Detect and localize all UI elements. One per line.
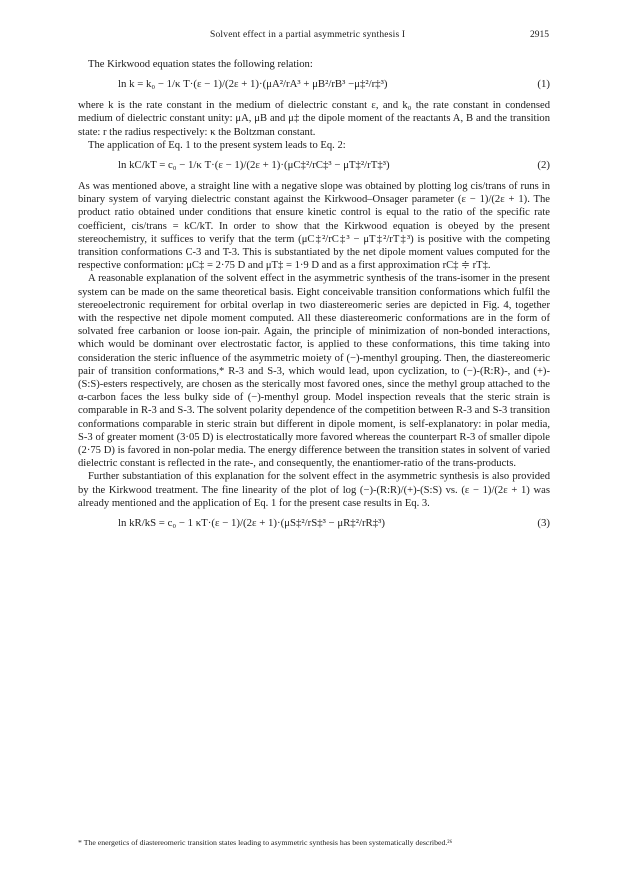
running-title: Solvent effect in a partial asymmetric synthesis I bbox=[210, 30, 406, 40]
paragraph-kirkwood-onsager: As was mentioned above, a straight line with a negative slope was obtained by plotting log cis/trans of runs in binary system of varying dielectric constant against the Kirkwood–Onsager parameter (ε − 1)/(2ε + 1). The product ratio obtained under conditions that ensure kinetic control is equal to the ratio of the specific rate coefficient, cis/trans = kC/kT. In order to show that the Kirkwood equation is obeyed by the present stereochemistry, it suffices to verify that the term (μC‡²/rC‡³ − μT‡²/rT‡³) is positive with the competing transition conformations C-3 and T-3. This is substantiated by the net dipole moment values computed for the respective conformation: μC‡ = 2·75 D and μT‡ = 1·9 D and as a first approximation rC‡ ≑ rT‡. bbox=[78, 181, 550, 272]
paragraph-further-substantiation: Further substantiation of this explanation for the solvent effect in the asymmetric synthesis is also provided by the Kirkwood treatment. The fine linearity of the plot of log (−)-(R:R)/(+)-(S:S) vs. (ε − 1)/(2ε + 1) was already mentioned and the application of Eq. 1 for the present case results in Eq. 3. bbox=[78, 471, 550, 509]
article-body bbox=[78, 58, 550, 538]
equation-3-number: (3) bbox=[537, 517, 550, 530]
equation-2-text: ln kC/kT = c₀ − 1/κ T·(ε − 1)/(2ε + 1)·(μC‡²/rC‡³ − μT‡²/rT‡³) bbox=[118, 159, 390, 172]
equation-1-text: ln k = k₀ − 1/κ T·(ε − 1)/(2ε + 1)·(μA²/rA³ + μB²/rB³ −μ‡²/r‡³) bbox=[118, 78, 388, 91]
equation-1 bbox=[78, 77, 550, 94]
equation-1-number: (1) bbox=[537, 78, 550, 91]
paragraph-variable-definitions: where k is the rate constant in the medium of dielectric constant ε, and k₀ the rate constant in condensed medium of dielectric constant unity: μA, μB and μ‡ the dipole moment of the reactants A, B and the transition state: r the radius respectively: κ the Boltzman constant. bbox=[78, 100, 550, 138]
footnote: * The energetics of diastereomeric transition states leading to asymmetric synthesis has been systematically described.²⁶ bbox=[78, 838, 453, 847]
paragraph-application-intro: The application of Eq. 1 to the present system leads to Eq. 2: bbox=[88, 139, 346, 151]
page-number: 2915 bbox=[530, 30, 549, 40]
page-header bbox=[0, 30, 624, 46]
paragraph-kirkwood-intro: The Kirkwood equation states the following relation: bbox=[88, 59, 313, 70]
paragraph-solvent-explanation: A reasonable explanation of the solvent effect in the asymmetric synthesis of the trans-isomer in the present system can be made on the same theoretical basis. Eight conceivable transition conformations which fulfil the stereoelectronic requirement for orbital overlap in two diastereomeric series are depicted in Fig. 4, together with the respective net dipole moment computed. All these diastereomeric conformations are in the form of solvated free carbanion or loose ion-pair. Again, the principle of minimization of non-bonded interactions, which would be dominant over electrostatic factor, is applied to these conformations, this time taking into consideration the steric influence of the asymmetric moiety of (−)-menthyl grouping. Then, the diastereomeric pair of transition conformations,* R-3 and S-3, which would lead, upon cyclization, to (−)-(R:R)-, and (+)-(S:S)-esters respectively, are chosen as the sterically most favored ones, since the methyl group attached to the α-carbon faces the less bulky side of (−)-menthyl group. Model inspection reveals that the steric strain is comparable in R-3 and S-3. The solvent polarity dependence of the competition between R-3 and S-3 transition conformations comparable in steric strain but different in dipole moment, is self-explanatory: in polar media, S-3 of greater moment (3·05 D) is electrostatically more favored whereas the counterpart R-3 of smaller dipole (2·75 D) is favored in non-polar media. The energy difference between the transition states in solvent of varied dielectric constant is reflected in the rate-, and consequently, the enantiomer-ratio of the trans-products. bbox=[78, 273, 550, 470]
equation-2-number: (2) bbox=[537, 159, 550, 172]
equation-3 bbox=[78, 516, 550, 533]
equation-2 bbox=[78, 158, 550, 175]
equation-3-text: ln kR/kS = c₀ − 1 κT·(ε − 1)/(2ε + 1)·(μS‡²/rS‡³ − μR‡²/rR‡³) bbox=[118, 517, 385, 530]
